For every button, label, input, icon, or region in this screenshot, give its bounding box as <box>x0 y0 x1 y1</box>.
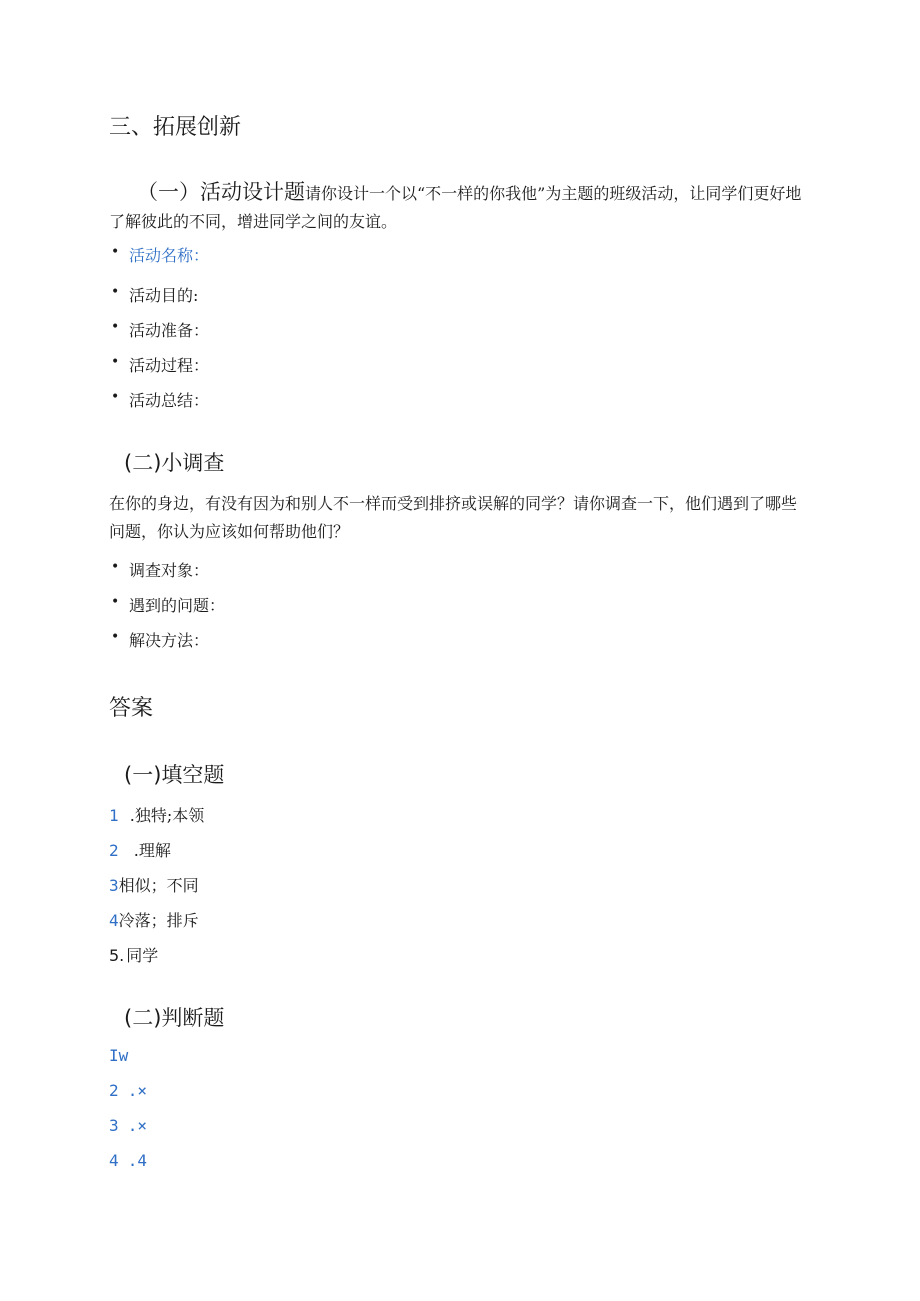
answer-number: 4 <box>109 911 119 930</box>
answer-text: 相似；不同 <box>118 876 199 895</box>
judge-answer-1 <box>109 1046 128 1065</box>
survey-item-solutions: 解决方法： <box>129 631 210 650</box>
activity-item-name: 活动名称： <box>129 246 210 265</box>
activity-prompt: 请你设计一个以“不一样的你我他”为主题的班级活动，让同学们更好地了解彼此的不同，增进同学之间的友谊。 <box>109 184 802 231</box>
activity-item-prep: 活动准备： <box>129 321 210 340</box>
section-heading-expand: 三、拓展创新 <box>109 115 242 140</box>
fill-answer-2 <box>109 838 171 861</box>
answers-heading: 答案 <box>109 696 154 721</box>
fill-answer-3 <box>109 873 199 896</box>
answer-text: 同学 <box>126 946 159 965</box>
answer-number: 2 <box>109 841 119 860</box>
judge-answer-2 <box>109 1081 147 1100</box>
answer-text: .独特;本领 <box>129 806 205 825</box>
bullet-dot: • <box>111 389 120 405</box>
activity-item-process: 活动过程： <box>129 356 210 375</box>
answer-number: 5. <box>109 946 125 965</box>
answer-text: .× <box>127 1116 147 1135</box>
answer-text: .理解 <box>133 841 171 860</box>
activity-item-purpose: 活动目的: <box>129 286 199 305</box>
fill-answer-5 <box>109 943 158 966</box>
bullet-dot: • <box>111 629 120 645</box>
bullet-dot: • <box>111 559 120 575</box>
bullet-dot: • <box>111 244 120 260</box>
bullet-dot: • <box>111 594 120 610</box>
activity-heading: （一）活动设计题 <box>137 180 305 204</box>
fill-answer-1 <box>109 803 204 826</box>
judge-answer-4 <box>109 1151 147 1170</box>
survey-item-problems: 遇到的问题： <box>129 596 226 615</box>
survey-prompt: 在你的身边，有没有因为和别人不一样而受到排挤或误解的同学？请你调查一下，他们遇到了哪些问题，你认为应该如何帮助他们？ <box>109 494 798 541</box>
survey-item-target: 调查对象： <box>129 561 210 580</box>
answer-number: 3 <box>109 1116 119 1135</box>
activity-question <box>109 178 809 236</box>
answer-number: 2 <box>109 1081 119 1100</box>
answer-text: .4 <box>127 1151 147 1170</box>
bullet-dot: • <box>111 284 120 300</box>
judge-answer-3 <box>109 1116 147 1135</box>
fill-blank-heading: (一)填空题 <box>124 763 225 787</box>
answer-number: 3 <box>109 876 119 895</box>
answer-number: 4 <box>109 1151 119 1170</box>
answer-text: .× <box>127 1081 147 1100</box>
activity-item-summary: 活动总结： <box>129 391 210 410</box>
fill-answer-4 <box>109 908 199 931</box>
answer-text: 冷落；排斥 <box>118 911 199 930</box>
bullet-dot: • <box>111 354 120 370</box>
answer-number: 1 <box>109 806 119 825</box>
true-false-heading: (二)判断题 <box>124 1006 225 1030</box>
survey-heading: (二)小调查 <box>124 451 225 475</box>
bullet-dot: • <box>111 319 120 335</box>
answer-text: Iw <box>109 1046 129 1065</box>
